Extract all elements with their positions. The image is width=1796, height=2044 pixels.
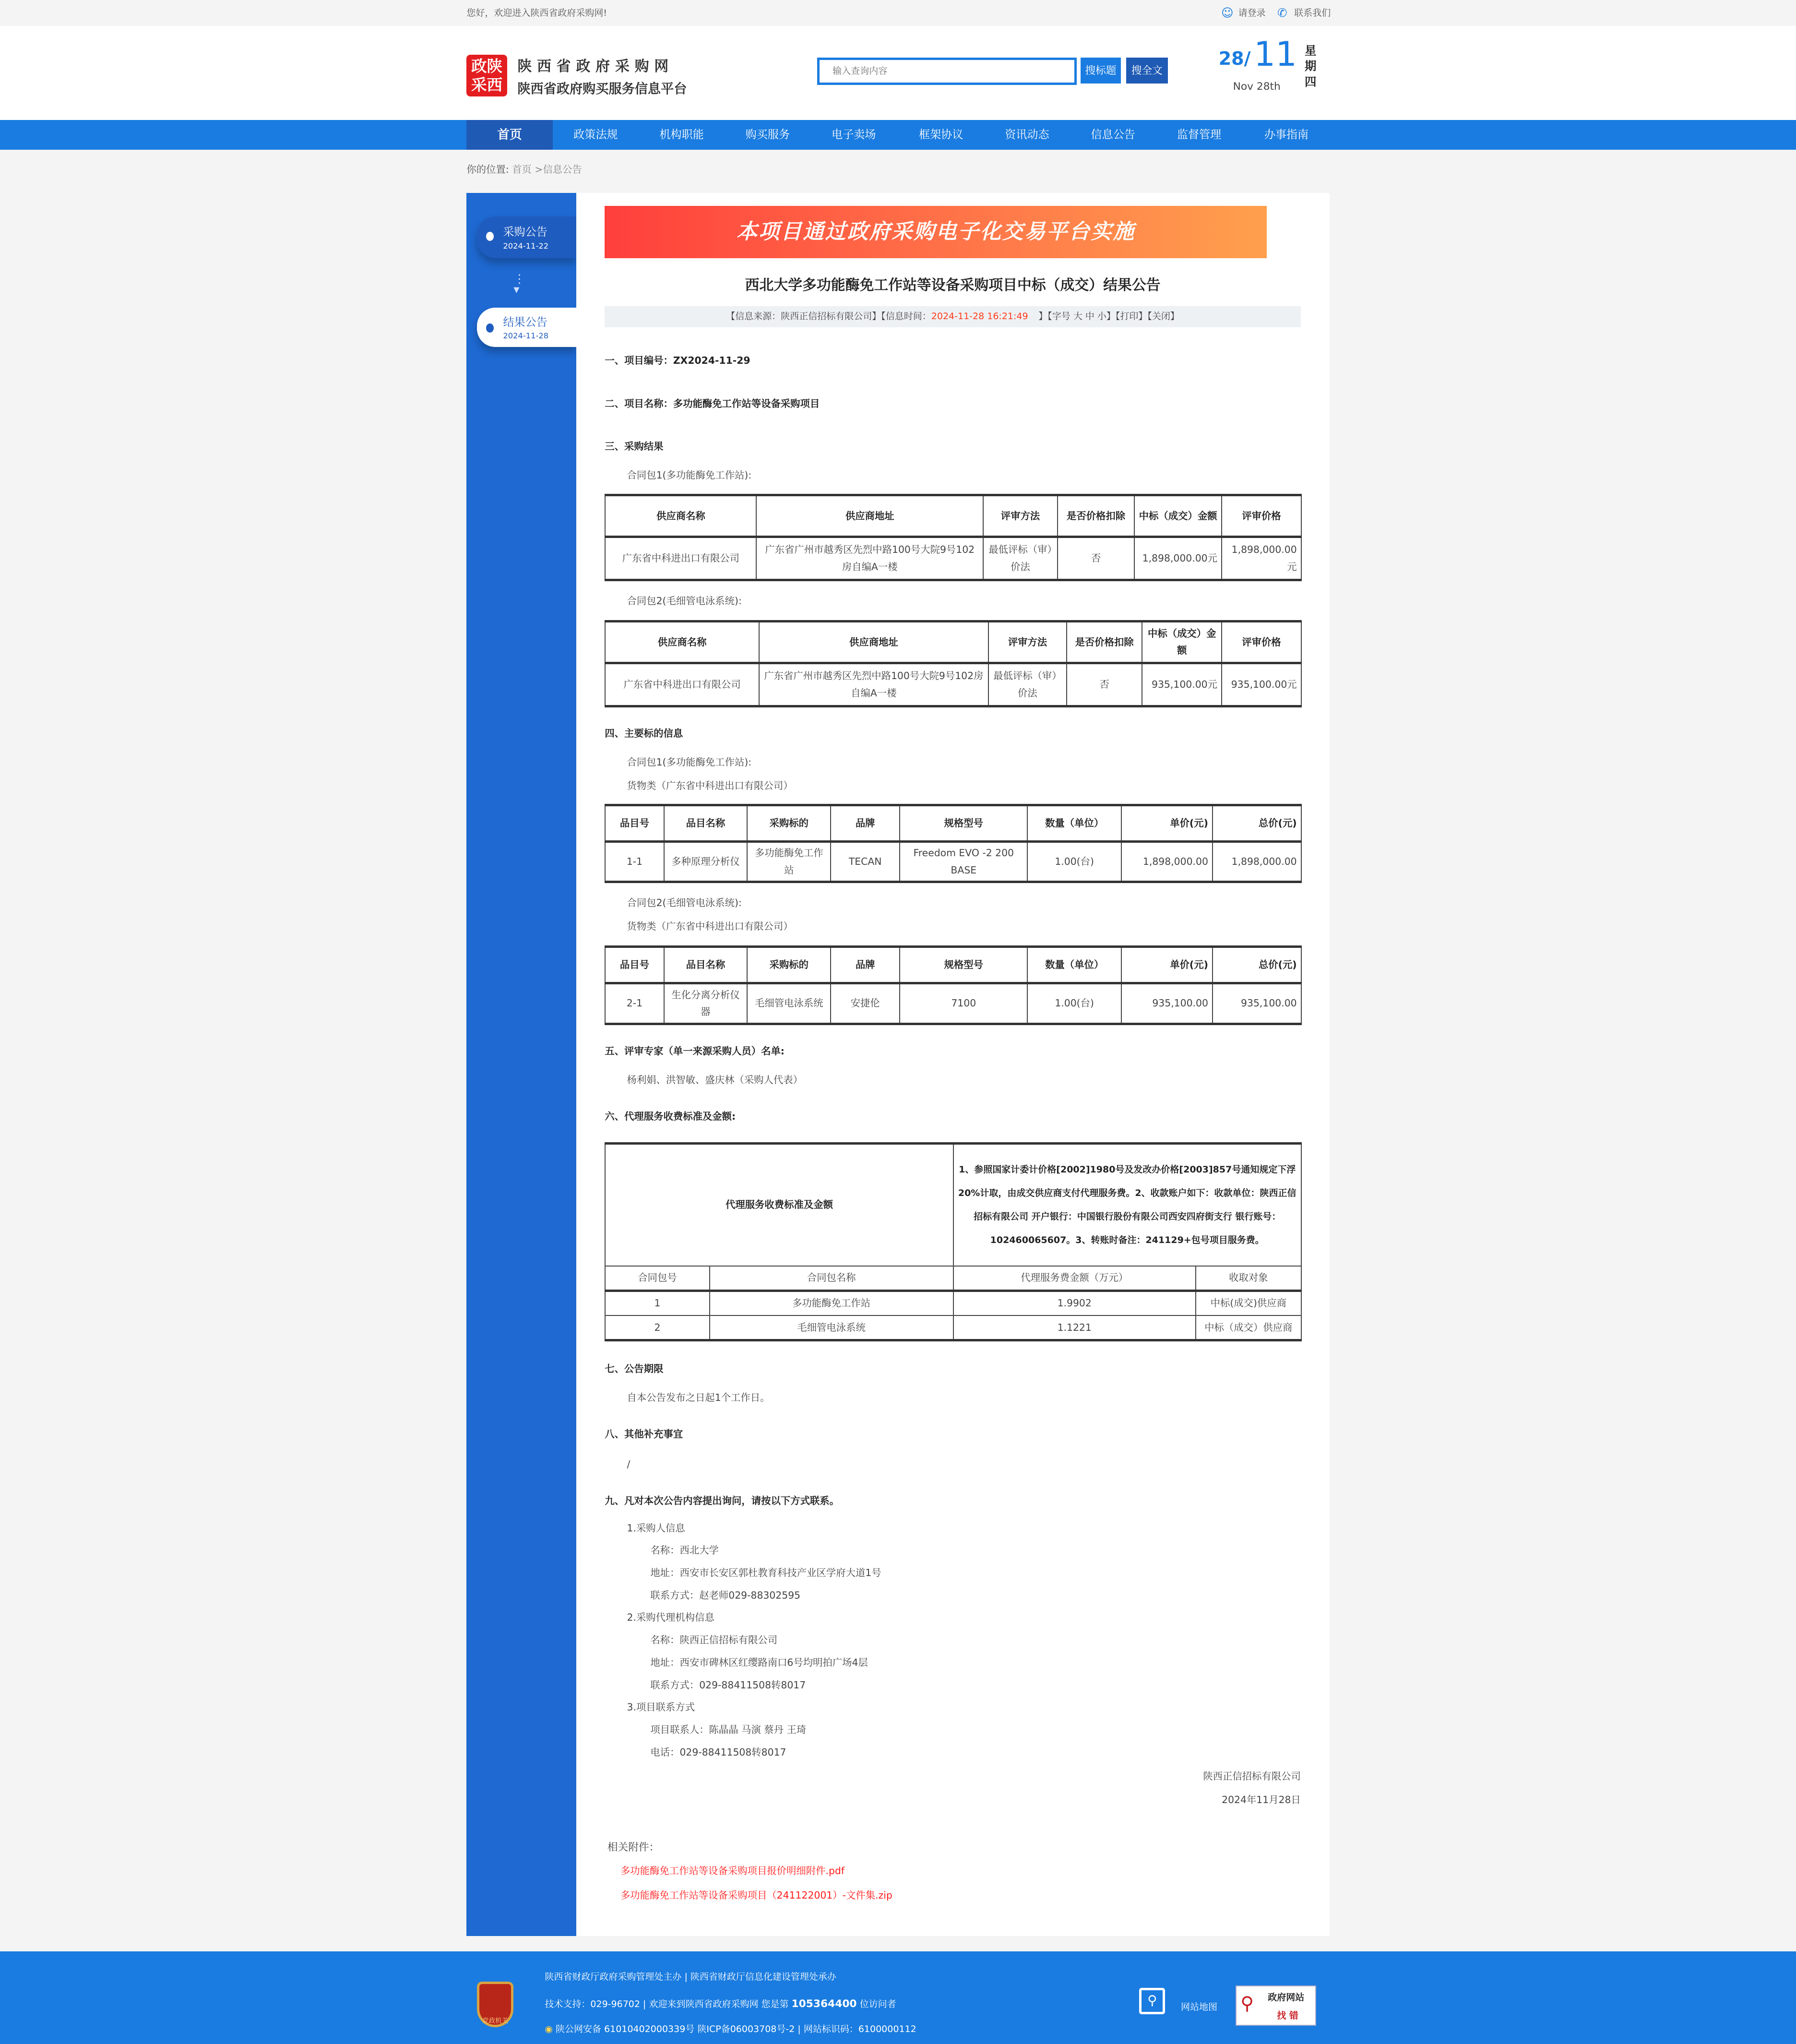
cell: TECAN [831,841,900,882]
cell: 1.1221 [953,1315,1196,1340]
timeline-label: 结果公告 [503,316,547,329]
cell: 1 [605,1291,709,1316]
section-heading: 六、代理服务收费标准及金额: [605,1110,736,1122]
cell: 1,898,000.00元 [1134,537,1222,580]
column-header: 供应商地址 [759,622,988,663]
cell: 1.00(台) [1027,983,1121,1024]
search-title-button[interactable]: 搜标题 [1081,58,1121,84]
column-header: 收取对象 [1196,1266,1301,1291]
badge-title: 政府网站 [1268,1992,1305,2003]
cell: 多功能酶免工作站 [710,1291,953,1316]
result-table-2 [605,620,1301,707]
cell: 否 [1067,663,1142,706]
site-subtitle: 陕西省政府购买服务信息平台 [517,81,687,96]
package-label: 合同包2(毛细管电泳系统): [627,595,742,607]
column-header: 评审价格 [1222,622,1301,663]
attachment-link-pdf[interactable]: 多功能酶免工作站等设备采购项目报价明细附件.pdf [620,1865,844,1877]
sitemap-link[interactable]: 网站地图 [1180,2001,1217,2012]
timeline-dot-icon [486,232,494,241]
cell: 多功能酶免工作站 [747,841,831,882]
attachment-link-zip[interactable]: 多功能酶免工作站等设备采购项目（241122001）-文件集.zip [620,1889,892,1901]
column-header: 品目名称 [664,947,748,983]
cell: 广东省广州市越秀区先烈中路100号大院9号102房自编A一楼 [756,537,983,580]
weekday-char: 星 [1305,43,1317,58]
contact-line: 名称：西北大学 [650,1544,719,1556]
timeline-sidebar [466,193,576,1936]
phone-icon: ✆ [1277,6,1287,20]
signature-company: 陕西正信招标有限公司 [1203,1770,1301,1782]
column-header: 采购标的 [747,947,831,983]
section-heading: 二、项目名称：多功能酶免工作站等设备采购项目 [605,397,820,409]
footer-support [545,1997,896,2010]
article-meta [605,306,1301,327]
column-header: 中标（成交）金额 [1142,622,1222,663]
cell: 2 [605,1315,709,1340]
article-content [605,206,1301,1908]
column-header: 品目号 [605,947,664,983]
record-text[interactable]: 陕公网安备 61010402000339号 陕ICP备06003708号-2 | 网站标识码：6100000112 [556,2023,916,2034]
badge-text: 党政机关 [482,2017,509,2025]
page-title: 西北大学多功能酶免工作站等设备采购项目中标（成交）结果公告 [745,276,1161,294]
nav-announcements[interactable]: 信息公告 [1091,128,1135,141]
column-header: 是否价格扣除 [1067,622,1142,663]
nav-news[interactable]: 资讯动态 [1005,128,1049,141]
fee-label: 代理服务收费标准及金额 [605,1144,953,1266]
user-icon: ☺ [1221,6,1234,20]
cell: 1,898,000.00元 [1222,537,1301,580]
column-header: 品牌 [831,947,900,983]
cell: 1.9902 [953,1291,1196,1316]
column-header: 品牌 [831,805,900,841]
nav-framework[interactable]: 框架协议 [918,128,963,141]
breadcrumb-current[interactable]: >信息公告 [531,163,582,175]
other-matters: / [627,1458,630,1470]
contact-line: 地址：西安市长安区郭杜教育科技产业区学府大道1号 [650,1567,881,1579]
package-label: 合同包1(多功能酶免工作站): [627,756,752,768]
cell: 1-1 [605,841,664,882]
site-name: 陕西省政府采购网 [517,58,674,75]
attachments-label: 相关附件： [607,1841,660,1853]
column-header: 评审方法 [988,622,1067,663]
contact-group-heading: 2.采购代理机构信息 [627,1612,714,1624]
column-header: 单价(元) [1121,805,1213,841]
contact-line: 地址：西安市碑林区红缨路南口6号均明拍广场4层 [650,1656,868,1668]
section-heading: 九、凡对本次公告内容提出询问，请按以下方式联系。 [605,1494,839,1506]
cell: 否 [1058,537,1134,580]
cell: 1.00(台) [1027,841,1121,882]
goods-label: 货物类（广东省中科进出口有限公司） [627,920,793,932]
cell: 935,100.00元 [1222,663,1301,706]
party-gov-badge[interactable] [477,1982,513,2027]
visitor-count: 105364400 [791,1998,857,2010]
column-header: 规格型号 [900,805,1027,841]
table-row [605,537,1301,580]
column-header: 总价(元) [1213,947,1301,983]
item-table-1 [605,804,1301,883]
result-table-1 [605,494,1301,581]
cell: 广东省中科进出口有限公司 [605,663,759,706]
timeline-date: 2024-11-28 [503,331,549,340]
support-text: 位访问者 [856,1999,896,2010]
police-emblem-icon: ◉ [545,2023,553,2034]
section-heading: 一、项目编号：ZX2024-11-29 [605,354,750,366]
support-text: 技术支持：029-96702 | 欢迎来到陕西省政府采购网 您是第 [545,1999,792,2010]
table-row [605,1291,1301,1316]
cell: 广东省广州市越秀区先烈中路100号大院9号102房自编A一楼 [759,663,988,706]
column-header: 品目号 [605,805,664,841]
cell: 935,100.00 [1121,983,1213,1024]
breadcrumb-label: 你的位置: [466,163,509,175]
contact-line: 项目联系人：陈晶晶 马演 蔡丹 王琦 [650,1724,807,1736]
contact-line: 名称：陕西正信招标有限公司 [650,1634,778,1646]
column-header: 评审方法 [983,495,1058,537]
column-header: 数量（单位） [1027,947,1121,983]
contact-group-heading: 3.项目联系方式 [627,1701,695,1713]
timeline-item-procurement[interactable] [477,216,576,258]
cell: 中标（成交）供应商 [1196,1315,1301,1340]
nav-institution[interactable]: 机构职能 [659,128,704,141]
cell: 广东省中科进出口有限公司 [605,537,756,580]
contact-group-heading: 1.采购人信息 [627,1522,685,1534]
cell: 935,100.00元 [1142,663,1222,706]
gov-site-error-report[interactable] [1236,1985,1316,2026]
contact-link[interactable]: 联系我们 [1294,8,1331,18]
meta-tools[interactable]: 】【字号 大 中 小】【打印】【关闭】 [1038,311,1179,322]
column-header: 评审价格 [1222,495,1301,537]
footer-sponsor: 陕西省财政厅政府采购管理处主办 | 陕西省财政厅信息化建设管理处承办 [545,1972,836,1983]
column-header: 是否价格扣除 [1058,495,1134,537]
column-header: 供应商名称 [605,495,756,537]
arrow-down-icon: ⋮ ▾ [513,272,525,297]
cell: 1,898,000.00 [1121,841,1213,882]
nav-supervision[interactable]: 监督管理 [1177,128,1222,141]
platform-banner: 本项目通过政府采购电子化交易平台实施 [605,206,1267,258]
nav-policy[interactable]: 政策法规 [573,128,618,141]
experts-list: 杨利娟、洪智敏、盛庆林（采购人代表） [627,1074,803,1086]
column-header: 供应商名称 [605,622,759,663]
date-month: 11 [1254,34,1297,74]
timeline-label: 采购公告 [503,226,547,239]
section-heading: 七、公告期限 [605,1363,664,1375]
magnifier-icon: ⚲ [1240,1993,1254,2014]
site-footer [0,1951,1796,2044]
date-english: Nov 28th [1233,81,1281,93]
meta-time: 2024-11-28 16:21:49 [931,311,1028,322]
cell: 最低评标（审）价法 [983,537,1058,580]
nav-guide[interactable]: 办事指南 [1264,128,1309,141]
article-panel [576,193,1330,1936]
search-fulltext-button[interactable]: 搜全文 [1126,58,1168,84]
signature-date: 2024年11月28日 [1222,1794,1301,1806]
fee-description: 1、参照国家计委计价格[2002]1980号及发改办价格[2003]857号通知规定下浮20%计取，由成交供应商支付代理服务费。2、收款账户如下：收款单位：陕西正信招标有限公司 开户银行：中国银行股份有限公司西安四府街支行 银行账号：102460065607。3、转账时备注：241129+包号项目服务费。 [953,1144,1301,1266]
column-header: 采购标的 [747,805,831,841]
column-header: 单价(元) [1121,947,1213,983]
site-header [0,26,1796,120]
column-header: 数量（单位） [1027,805,1121,841]
table-row [605,663,1301,706]
meta-source: 【信息来源：陕西正信招标有限公司】【信息时间： [726,311,931,322]
search-input[interactable] [817,58,1077,85]
nav-e-mall[interactable]: 电子卖场 [832,128,876,141]
breadcrumb [466,162,582,176]
contact-line: 联系方式：029-88411508转8017 [650,1679,806,1691]
table-row [605,1315,1301,1340]
badge-subtitle: 找 错 [1277,2010,1298,2021]
section-heading: 三、采购结果 [605,441,664,453]
column-header: 供应商地址 [756,495,983,537]
weekday-char: 四 [1305,74,1317,89]
breadcrumb-home[interactable]: 首页 [512,163,532,175]
contact-line: 联系方式：赵老师029-88302595 [650,1589,801,1601]
weekday [1305,43,1316,90]
nav-home[interactable]: 首页 [466,120,552,150]
timeline-item-result[interactable] [477,308,576,347]
nav-purchase-service[interactable]: 购买服务 [745,128,790,141]
column-header: 总价(元) [1213,805,1301,841]
column-header: 合同包名称 [710,1266,953,1291]
cell: 1,898,000.00 [1213,841,1301,882]
cell: 多种原理分析仪 [664,841,748,882]
cell: 2-1 [605,983,664,1024]
cell: 生化分离分析仪器 [664,983,748,1024]
section-heading: 四、主要标的信息 [605,728,683,740]
login-link[interactable]: 请登录 [1238,8,1266,18]
cell: 最低评标（审）价法 [988,663,1067,706]
welcome-text: 您好，欢迎进入陕西省政府采购网! [466,8,607,18]
package-label: 合同包2(毛细管电泳系统): [627,896,742,908]
cell: 安捷伦 [831,983,900,1024]
table-row [605,841,1301,882]
section-heading: 八、其他补充事宜 [605,1428,683,1440]
cell: 中标(成交)供应商 [1196,1291,1301,1316]
site-logo[interactable]: 政陕 采西 [466,55,507,96]
section-heading: 五、评审专家（单一来源采购人员）名单: [605,1045,785,1057]
column-header: 代理服务费金额（万元） [953,1266,1196,1291]
map-icon[interactable]: ⚲ [1139,1988,1165,2014]
timeline-date: 2024-11-22 [503,241,549,251]
package-label: 合同包1(多功能酶免工作站): [627,469,752,481]
cell: Freedom EVO -2 200 BASE [900,841,1027,882]
timeline-dot-icon [486,323,494,333]
goods-label: 货物类（广东省中科进出口有限公司） [627,779,793,791]
column-header: 合同包号 [605,1266,709,1291]
column-header: 品目名称 [664,805,748,841]
main-nav [0,120,1796,150]
cell: 935,100.00 [1213,983,1301,1024]
top-bar [0,0,1796,26]
cell: 毛细管电泳系统 [710,1315,953,1340]
fee-table [605,1142,1302,1341]
date-day: 28/ [1218,48,1251,70]
footer-record [545,2022,916,2035]
cell: 7100 [900,983,1027,1024]
column-header: 规格型号 [900,947,1027,983]
column-header: 中标（成交）金额 [1134,495,1222,537]
announcement-period: 自本公告发布之日起1个工作日。 [627,1391,770,1403]
item-table-2 [605,945,1301,1025]
weekday-char: 期 [1305,59,1317,73]
cell: 毛细管电泳系统 [747,983,831,1024]
contact-line: 电话：029-88411508转8017 [650,1746,786,1758]
table-row [605,983,1301,1024]
